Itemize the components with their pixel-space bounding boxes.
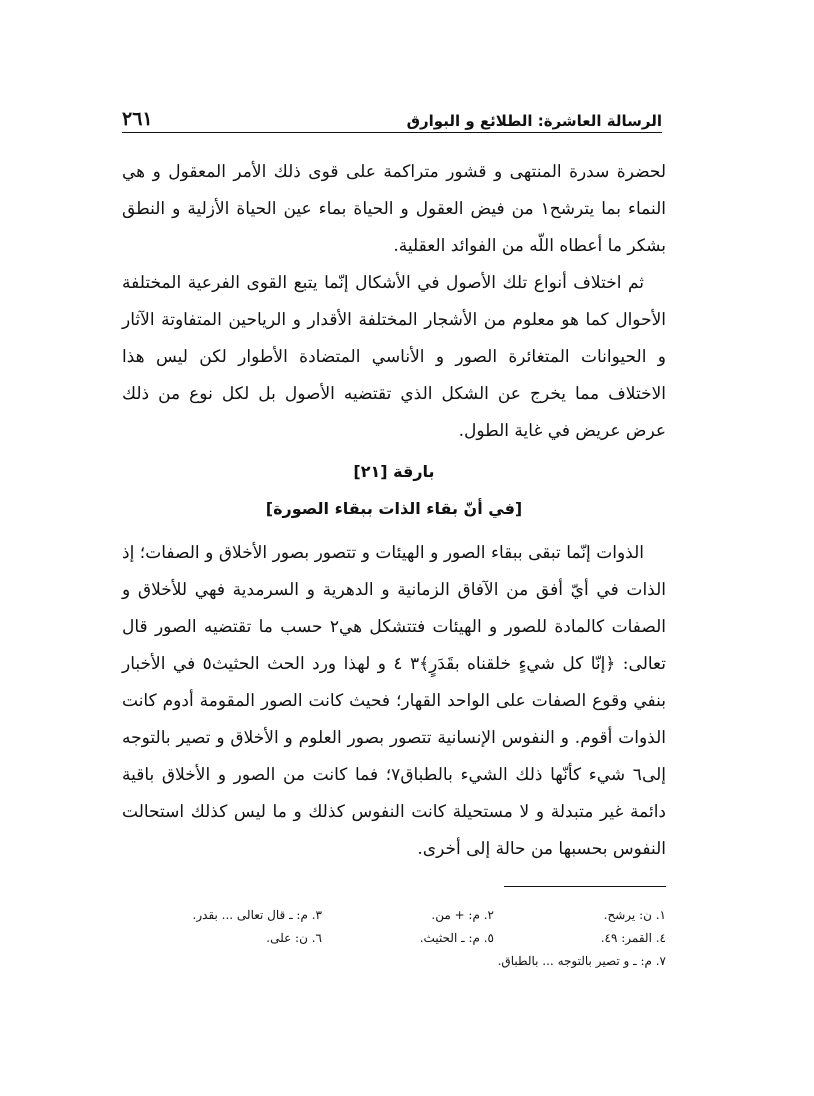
running-header [122,100,662,133]
footnote-7: ٧. م: ـ و تصير بالتوجه ... بالطباق. [497,954,666,968]
footnote-row [122,904,666,927]
footnote-row [122,927,666,950]
page-number: ٢٦١ [122,108,153,130]
footnote-4: ٤. القمر: ٤٩. [600,931,666,945]
section-heading: بارقة [٢١] [353,462,435,481]
footnote-2: ٢. م: + من. [431,908,494,922]
section-one-body [122,154,666,450]
running-title: الرسالة العاشرة: الطلائع و البوارق [406,112,662,130]
paragraph-1: لحضرة سدرة المنتهى و قشور متراكمة على قوى ذلك الأمر المعقول و هي النماء بما يترشح١ من فيض العقول و الحياة بماء عين الحياة الأزلية و النطق بشكر ما أعطاه اللّه من الفوائد العقلية. [122,162,666,256]
footnote-divider [504,886,666,887]
paragraph-2: ثم اختلاف أنواع تلك الأصول في الأشكال إنّما يتبع القوى الفرعية المختلفة الأحوال كما هو معلوم من الأشجار المختلفة الأقدار و الرياحين المتفاوتة الآثار و الحيوانات المتغائرة الصور و الأناسي المتضادة الأطوار لكن ليس هذا الاختلاف مما يخرج عن الشكل الذي تقتضيه الأصول بل لكل نوع من ذلك عرض عريض في غاية الطول. [122,273,666,441]
section-subheading: [في أنّ بقاء الذات ببقاء الصورة] [265,499,523,518]
footnotes [122,904,666,973]
footnote-3: ٣. م: ـ قال تعالى ... بقدر. [192,908,322,922]
footnote-row [122,950,666,973]
footnote-5: ٥. م: ـ الحثيث. [419,931,494,945]
paragraph-3: الذوات إنّما تبقى ببقاء الصور و الهيئات و تتصور بصور الأخلاق و الصفات؛ إذ الذات في أيّ أفق من الآفاق الزمانية و الدهرية و السرمدية فهي للأخلاق و الصفات كالمادة للصور و الهيئات فتتشكل هي٢ حسب ما تقتضيه الصور قال تعالى: ﴿إنّا كل شيءٍ خلقناه بقَدَرٍ﴾٣ ٤ و لهذا ورد الحث الحثيث٥ في الأخبار بنفي وقوع الصفات على الواحد القهار؛ فحيث كانت الصور المقومة أدوم كانت الذوات أقوم. و النفوس الإنسانية تتصور بصور العلوم و الأخلاق و تصير بالتوجه إلى٦ شيء كأنّها ذلك الشيء بالطباق٧؛ فما كانت من الصور و الأخلاق باقية دائمة غير متبدلة و لا مستحيلة كانت النفوس كذلك و ما ليس كذلك استحالت النفوس بحسبها من حالة إلى أخرى. [122,543,667,859]
footnote-6: ٦. ن: على. [266,931,322,945]
section-two-body [122,535,666,868]
footnote-1: ١. ن: يرشح. [603,908,666,922]
